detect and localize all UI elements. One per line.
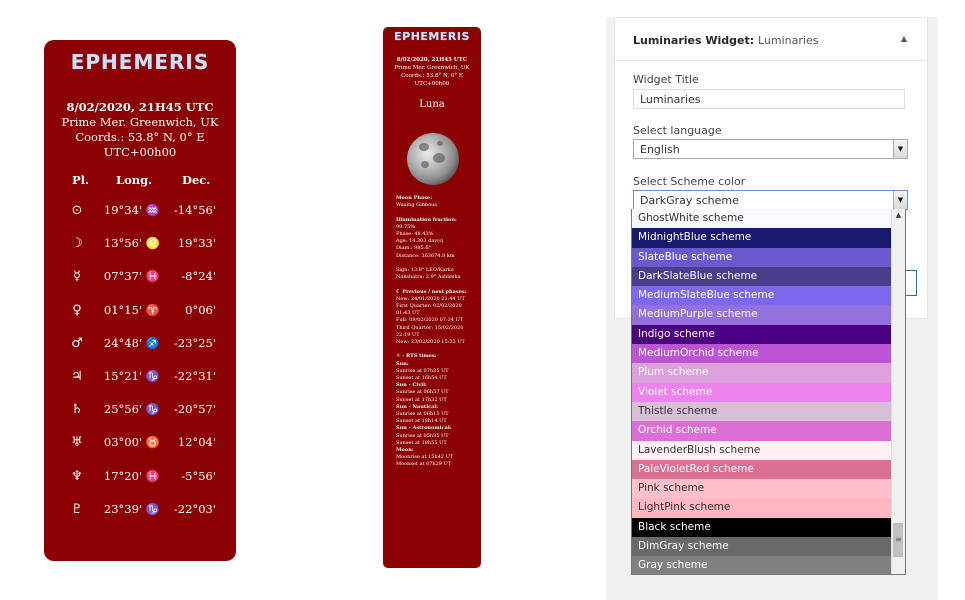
luna-info-line: New: 24/01/2020 21:44 UT bbox=[396, 295, 465, 302]
chevron-down-icon[interactable]: ▼ bbox=[893, 191, 907, 209]
planet-longitude: 15°21' ♑ bbox=[103, 369, 161, 383]
luna-info-line: 99.75% bbox=[396, 223, 416, 230]
language-select[interactable] bbox=[633, 139, 908, 159]
luna-info-line: Distance: 363674.8 km bbox=[396, 252, 455, 259]
planet-longitude: 07°37' ♓ bbox=[103, 269, 161, 284]
planet-row bbox=[44, 336, 236, 356]
scheme-option[interactable]: MediumSlateBlue scheme bbox=[632, 286, 893, 305]
grip-icon: ≡ bbox=[895, 535, 902, 544]
planet-symbol-icon: ☽ bbox=[71, 236, 83, 252]
luna-info-line: 01:43 UT bbox=[396, 310, 420, 317]
language-value: English bbox=[640, 143, 680, 156]
luna-info-line: Sunset at 17h32 UT bbox=[396, 396, 447, 403]
planet-symbol-icon: ⊙ bbox=[71, 203, 83, 218]
moon-image bbox=[407, 133, 459, 185]
planet-symbol-icon: ♂ bbox=[71, 335, 83, 351]
luna-info-line: Sun - Nautical: bbox=[396, 403, 439, 410]
luna-date: 8/02/2020, 21H45 UTC bbox=[396, 57, 468, 63]
planet-declination: -22°31' bbox=[173, 369, 216, 383]
planet-declination: -5°56' bbox=[181, 468, 216, 483]
luna-info-line: Phase: 48.43% bbox=[396, 231, 434, 237]
planet-declination: -20°57' bbox=[173, 402, 216, 417]
scheme-option[interactable]: GhostWhite scheme bbox=[632, 209, 893, 228]
planet-declination: -14°56' bbox=[173, 203, 216, 217]
widget-coords: Coords.: 53.8° N, 0° E bbox=[75, 130, 205, 144]
planet-row bbox=[44, 502, 236, 522]
planet-longitude: 23°39' ♑ bbox=[103, 501, 161, 516]
widget-name: Luminaries Widget: bbox=[633, 34, 755, 47]
widget-title-bar[interactable] bbox=[615, 18, 927, 61]
ephemeris-logo-small: EPHEMERIS bbox=[394, 30, 470, 43]
luna-info-line: First Quarter: 02/02/2020 bbox=[396, 303, 462, 309]
luna-info-line: Sun: bbox=[396, 360, 409, 367]
col-planet: Pl. bbox=[72, 173, 90, 187]
luna-info-line: Sunrise at 05h35 UT bbox=[396, 432, 449, 439]
scheme-value: DarkGray scheme bbox=[640, 194, 739, 207]
luna-info-line: Sunrise at 07h35 UT bbox=[396, 367, 449, 374]
widget-subtitle: Luminaries bbox=[757, 34, 819, 47]
luna-title: Luna bbox=[419, 99, 445, 110]
widget-meridian: Prime Mer. Greenwich, UK bbox=[61, 115, 219, 129]
scheme-option[interactable]: Violet scheme bbox=[632, 383, 893, 402]
luna-info-line: Diam.: 985.6" bbox=[396, 245, 431, 252]
planet-symbol-icon: ♄ bbox=[71, 402, 83, 418]
planet-declination: 19°33' bbox=[177, 236, 216, 251]
planet-symbol-icon: ♇ bbox=[71, 501, 83, 517]
planet-longitude: 17°20' ♓ bbox=[103, 468, 161, 483]
planet-row bbox=[44, 269, 236, 289]
luna-info-line: Sign: 13.9° LEO/Karka bbox=[396, 267, 454, 273]
ephemeris-planets-widget bbox=[44, 40, 236, 561]
dropdown-scrollbar[interactable] bbox=[891, 209, 905, 575]
luna-info-line: Moon Phase: bbox=[396, 195, 433, 201]
luna-info-line: Moon: bbox=[396, 447, 414, 453]
scheme-option[interactable]: SlateBlue scheme bbox=[632, 248, 893, 267]
scheme-option[interactable]: Orchid scheme bbox=[632, 421, 893, 440]
scheme-option[interactable]: DarkSlateBlue scheme bbox=[632, 267, 893, 286]
scheme-option[interactable]: Indigo scheme bbox=[632, 325, 893, 344]
scheme-option[interactable]: Plum scheme bbox=[632, 363, 893, 382]
planet-symbol-icon: ☿ bbox=[73, 269, 81, 285]
save-button-edge[interactable] bbox=[906, 270, 917, 296]
luna-info-line: Third Quarter: 15/02/2020 bbox=[396, 324, 464, 331]
scheme-option[interactable]: MediumPurple scheme bbox=[632, 305, 893, 324]
scheme-dropdown-list[interactable] bbox=[631, 209, 906, 575]
planet-row bbox=[44, 469, 236, 489]
planet-row bbox=[44, 203, 236, 223]
luna-info-line: New: 23/02/2020 15:33 UT bbox=[396, 339, 465, 345]
scheme-option[interactable]: LavenderBlush scheme bbox=[632, 441, 893, 460]
scheme-option[interactable]: LightPink scheme bbox=[632, 498, 893, 517]
widget-date: 8/02/2020, 21H45 UTC bbox=[66, 100, 214, 114]
luna-info-line: Age: 14.303 day(s) bbox=[396, 238, 444, 245]
luna-info-line: ☾ Previous / next phases: bbox=[396, 288, 467, 295]
scheme-option[interactable]: DimGray scheme bbox=[632, 537, 893, 556]
luna-info-line: Moonset at 07h29 UT bbox=[396, 461, 452, 468]
planet-longitude: 01°15' ♈ bbox=[103, 302, 161, 317]
luna-coords: Coords.: 53.8° N, 0° E bbox=[401, 73, 463, 79]
planet-symbol-icon: ♅ bbox=[71, 435, 83, 451]
scheme-label: Select Scheme color bbox=[633, 175, 746, 188]
collapse-arrow-icon[interactable]: ▲ bbox=[900, 34, 907, 43]
luna-info-line: Sunrise at 06h57 UT bbox=[396, 389, 449, 396]
col-declination: Dec. bbox=[182, 173, 211, 187]
ephemeris-logo: EPHEMERIS bbox=[70, 50, 210, 74]
luna-info-line: 22:19 UT bbox=[396, 331, 420, 338]
planet-row bbox=[44, 236, 236, 256]
luna-info-line: Sunset at 18h14 UT bbox=[396, 418, 447, 425]
planet-longitude: 24°48' ♐ bbox=[103, 335, 161, 350]
luna-info-line: Full: 09/02/2020 07:34 UT bbox=[396, 317, 464, 324]
luna-info-line: Sunset at 16h54 UT bbox=[396, 375, 447, 381]
language-label: Select language bbox=[633, 124, 722, 137]
widget-timezone: UTC+00h00 bbox=[103, 145, 177, 159]
scheme-option[interactable]: PaleVioletRed scheme bbox=[632, 460, 893, 479]
planet-declination: -22°03' bbox=[173, 501, 216, 516]
scheme-option[interactable]: Gray scheme bbox=[632, 556, 893, 575]
planet-row bbox=[44, 369, 236, 389]
luna-info-line: Waxing Gibbous bbox=[396, 202, 437, 209]
scheme-option[interactable]: MediumOrchid scheme bbox=[632, 344, 893, 363]
planet-symbol-icon: ♆ bbox=[71, 468, 83, 484]
planet-longitude: 03°00' ♉ bbox=[103, 435, 161, 450]
planet-row bbox=[44, 435, 236, 455]
planet-longitude: 19°34' ♒ bbox=[103, 203, 161, 217]
luna-meridian: Prime Mer. Greenwich, UK bbox=[394, 65, 470, 71]
luna-info-line: Sun - Civil: bbox=[396, 382, 427, 389]
scheme-option[interactable]: Thistle scheme bbox=[632, 402, 893, 421]
scheme-option[interactable]: Pink scheme bbox=[632, 479, 893, 498]
luna-info-line: Sun - Astronomical: bbox=[396, 425, 452, 432]
luna-info-line: Illumination fraction: bbox=[396, 216, 457, 223]
luna-timezone: UTC+00h00 bbox=[414, 81, 450, 87]
planet-symbol-icon: ♃ bbox=[71, 369, 83, 384]
planet-declination: -8°24' bbox=[181, 269, 216, 284]
scheme-select[interactable] bbox=[633, 190, 908, 210]
widget-title-label: Widget Title bbox=[633, 73, 699, 86]
planet-symbol-icon: ♀ bbox=[72, 302, 82, 318]
luna-info-line: Sunrise at 06h15 UT bbox=[396, 411, 449, 417]
planet-declination: -23°25' bbox=[173, 335, 216, 350]
planet-declination: 0°06' bbox=[185, 302, 216, 317]
luna-info-line: Nakshatra: 2.9° Ashlesha bbox=[396, 274, 461, 281]
planet-longitude: 13°56' ♌ bbox=[103, 236, 161, 251]
planet-declination: 12°04' bbox=[177, 435, 216, 450]
planet-longitude: 25°56' ♑ bbox=[103, 402, 161, 417]
luna-info-line: Sunset at 18h55 UT bbox=[396, 439, 447, 446]
col-longitude: Long. bbox=[116, 173, 153, 187]
planet-row bbox=[44, 402, 236, 422]
planet-row bbox=[44, 303, 236, 323]
luna-info-line: Moonrise at 15h42 UT bbox=[396, 454, 454, 461]
scheme-option[interactable]: Black scheme bbox=[632, 518, 893, 537]
scheme-option[interactable]: MidnightBlue scheme bbox=[632, 228, 893, 247]
luna-info-line: ☼ - RTS times: bbox=[396, 353, 437, 360]
scroll-up-icon[interactable]: ▲ bbox=[895, 211, 902, 219]
ephemeris-luna-widget bbox=[383, 27, 481, 568]
widget-title-input[interactable]: Luminaries bbox=[633, 89, 905, 109]
chevron-down-icon[interactable]: ▼ bbox=[893, 140, 907, 158]
